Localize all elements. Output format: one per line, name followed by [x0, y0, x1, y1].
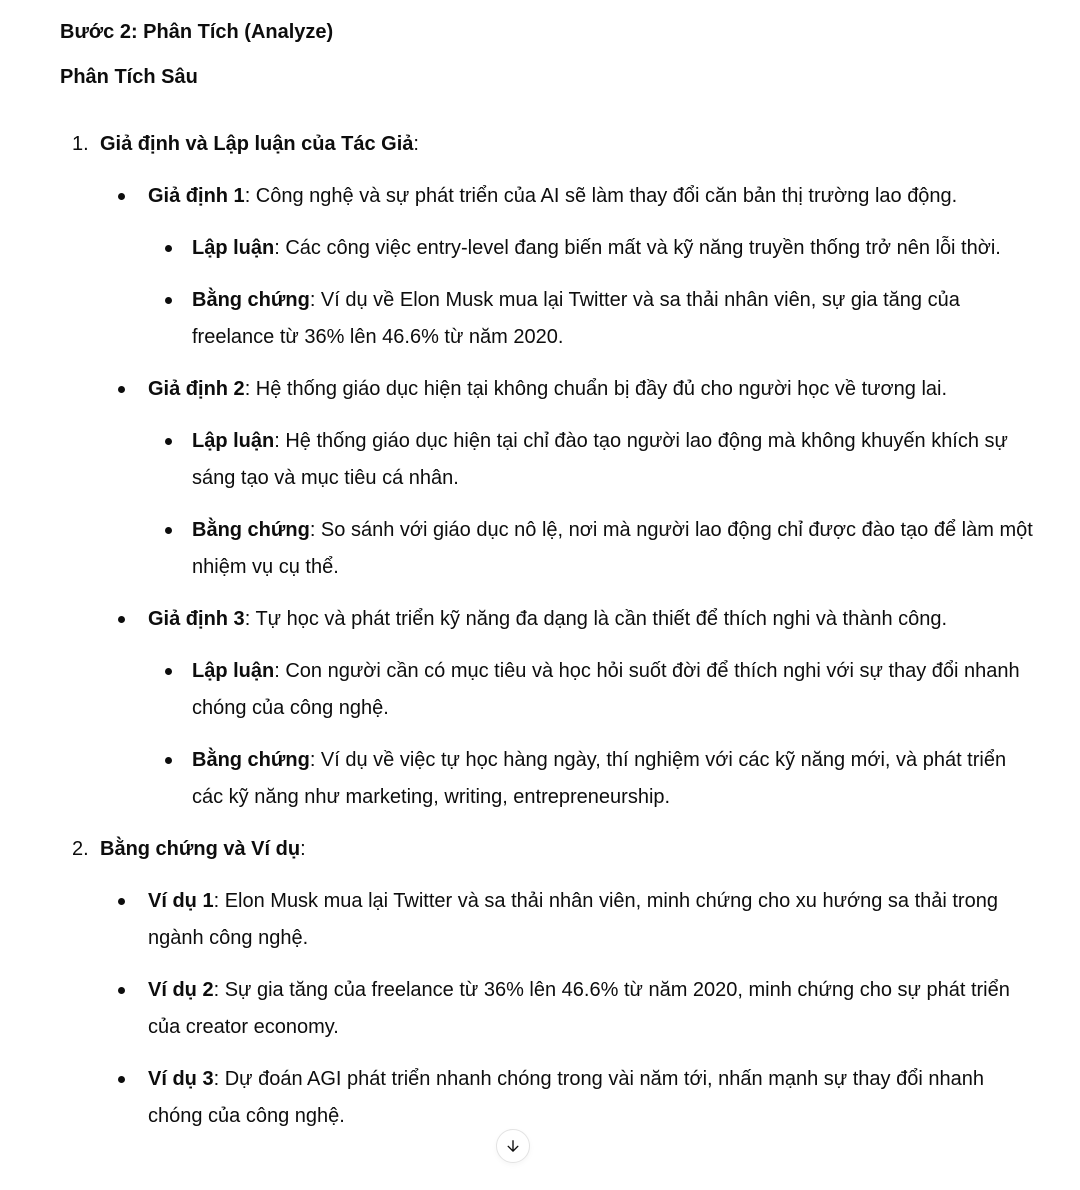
bullet-label: Bằng chứng	[192, 749, 310, 771]
bullet-icon	[118, 386, 125, 393]
bullet-label: Giả định 3	[148, 608, 245, 630]
section-title	[100, 831, 1037, 868]
bullet-content	[192, 653, 1037, 727]
assumption-item-1	[100, 178, 1037, 356]
section-title	[100, 126, 1037, 163]
bullet-icon	[165, 438, 172, 445]
numbered-item-body	[100, 831, 1037, 1135]
argument-item	[148, 653, 1037, 727]
evidence-item	[148, 282, 1037, 356]
bullet-content	[148, 601, 1037, 638]
bullet-text: : Sự gia tăng của freelance từ 36% lên 46.6% từ năm 2020, minh chứng cho sự phát triển của creator economy.	[148, 979, 1010, 1038]
numbered-list	[60, 126, 1037, 1135]
evidence-item	[148, 512, 1037, 586]
example-item-3	[100, 1061, 1037, 1135]
bullet-content	[192, 742, 1037, 816]
bullet-text: : Elon Musk mua lại Twitter và sa thải nhân viên, minh chứng cho xu hướng sa thải trong ngành công nghệ.	[148, 890, 998, 949]
argument-item	[148, 423, 1037, 497]
bullet-content	[148, 1061, 1037, 1135]
bullet-text: : Các công việc entry-level đang biến mất và kỹ năng truyền thống trở nên lỗi thời.	[274, 237, 1001, 259]
bullet-label: Giả định 2	[148, 378, 245, 400]
evidence-item	[148, 742, 1037, 816]
sub-bullet-list	[148, 653, 1037, 816]
bullet-text: : Ví dụ về Elon Musk mua lại Twitter và sa thải nhân viên, sự gia tăng của freelance từ 36% lên 46.6% từ năm 2020.	[192, 289, 960, 348]
bullet-icon	[165, 297, 172, 304]
heading-step: Bước 2: Phân Tích (Analyze)	[60, 21, 334, 43]
bullet-content	[148, 371, 1037, 408]
bullet-text: : Tự học và phát triển kỹ năng đa dạng là cần thiết để thích nghi và thành công.	[244, 608, 948, 630]
bullet-text: : Dự đoán AGI phát triển nhanh chóng trong vài năm tới, nhấn mạnh sự thay đổi nhanh chóng của công nghệ.	[148, 1068, 984, 1127]
numbered-item-2	[60, 831, 1037, 1135]
bullet-text: : Hệ thống giáo dục hiện tại chỉ đào tạo người lao động mà không khuyến khích sự sáng tạo và mục tiêu cá nhân.	[192, 430, 1008, 489]
bullet-list	[100, 178, 1037, 816]
bullet-content	[148, 883, 1037, 957]
bullet-label: Bằng chứng	[192, 289, 310, 311]
bullet-label: Giả định 1	[148, 185, 245, 207]
item-number: 1.	[72, 133, 89, 155]
bullet-content	[192, 512, 1037, 586]
bullet-text: : Ví dụ về việc tự học hàng ngày, thí nghiệm với các kỹ năng mới, và phát triển các kỹ năng như marketing, writing, entrepreneurship.	[192, 749, 1007, 808]
bullet-icon	[118, 1076, 125, 1083]
bullet-icon	[165, 245, 172, 252]
bullet-icon	[118, 898, 125, 905]
bullet-label: Ví dụ 1	[148, 890, 214, 912]
bullet-content	[192, 230, 1037, 267]
bullet-label: Ví dụ 3	[148, 1068, 214, 1090]
arrow-down-icon	[504, 1137, 522, 1155]
assumption-item-2	[100, 371, 1037, 586]
bullet-content	[148, 972, 1037, 1046]
scroll-to-bottom-button[interactable]	[496, 1129, 530, 1163]
section-title-colon: :	[413, 133, 419, 155]
bullet-label: Bằng chứng	[192, 519, 310, 541]
bullet-label: Lập luận	[192, 430, 275, 452]
example-item-2	[100, 972, 1037, 1046]
bullet-text: : Hệ thống giáo dục hiện tại không chuẩn bị đầy đủ cho người học về tương lai.	[244, 378, 948, 400]
assumption-item-3	[100, 601, 1037, 816]
bullet-icon	[165, 668, 172, 675]
bullet-content	[192, 423, 1037, 497]
section-title-text: Giả định và Lập luận của Tác Giả	[100, 133, 414, 155]
bullet-content	[148, 178, 1037, 215]
section-title-text: Bằng chứng và Ví dụ	[100, 838, 301, 860]
bullet-text: : Con người cần có mục tiêu và học hỏi suốt đời để thích nghi với sự thay đổi nhanh chóng của công nghệ.	[192, 660, 1020, 719]
bullet-label: Lập luận	[192, 660, 275, 682]
sub-bullet-list	[148, 423, 1037, 586]
argument-item	[148, 230, 1037, 267]
section-title-colon: :	[300, 838, 306, 860]
bullet-list	[100, 883, 1037, 1135]
sub-bullet-list	[148, 230, 1037, 356]
item-number: 2.	[72, 838, 89, 860]
bullet-icon	[165, 527, 172, 534]
numbered-item-1	[60, 126, 1037, 816]
bullet-icon	[165, 757, 172, 764]
numbered-item-body	[100, 126, 1037, 816]
bullet-label: Ví dụ 2	[148, 979, 214, 1001]
bullet-icon	[118, 616, 125, 623]
bullet-icon	[118, 987, 125, 994]
bullet-label: Lập luận	[192, 237, 275, 259]
example-item-1	[100, 883, 1037, 957]
heading-subtitle: Phân Tích Sâu	[60, 66, 198, 88]
bullet-text: : Công nghệ và sự phát triển của AI sẽ làm thay đổi căn bản thị trường lao động.	[244, 185, 958, 207]
bullet-text: : So sánh với giáo dục nô lệ, nơi mà người lao động chỉ được đào tạo để làm một nhiệm vụ cụ thể.	[192, 519, 1033, 578]
bullet-content	[192, 282, 1037, 356]
bullet-icon	[118, 193, 125, 200]
